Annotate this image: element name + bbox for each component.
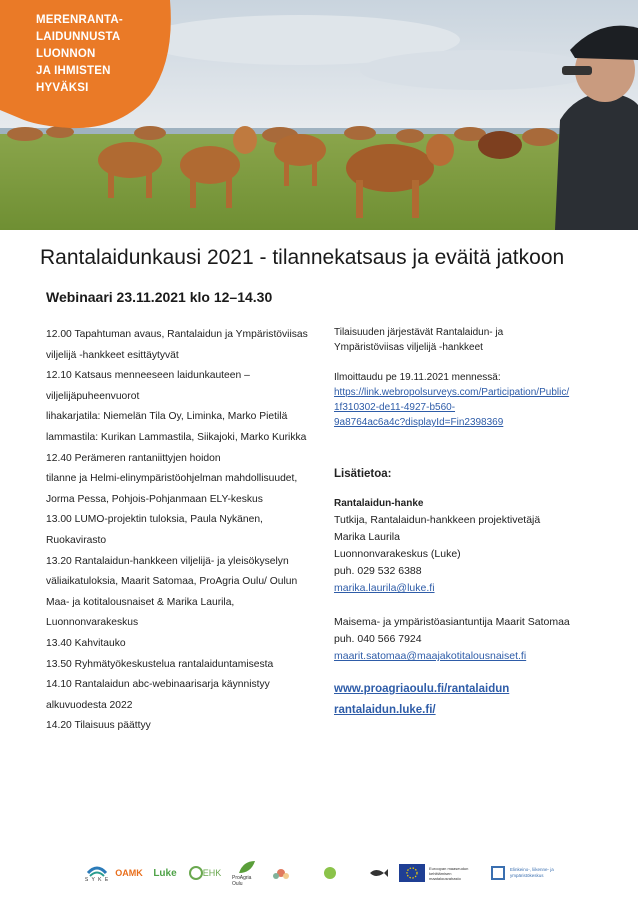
register-link[interactable]: https://link.webropolsurveys.com/Participation/Public/ — [334, 387, 570, 398]
badge-line: LAIDUNNUSTA LUONNON — [36, 31, 120, 60]
info-column — [334, 325, 604, 721]
kotitalousnaiset-logo — [266, 856, 296, 890]
hero-image — [0, 0, 638, 230]
agenda-line: 12.10 Katsaus menneeseen laidunkauteen – — [46, 370, 250, 382]
agenda-line: viljelijäpuheenvuorot — [46, 390, 140, 402]
webinar-date: Webinaari 23.11.2021 klo 12–14.30 — [46, 289, 273, 305]
ehk-logo — [182, 856, 228, 890]
agenda-line: 13.20 Rantalaidun-hankkeen viljelijä- ja yleisökyselyn — [46, 555, 289, 567]
page-title: Rantalaidunkausi 2021 - tilannekatsaus ja eväitä jatkoon — [40, 246, 565, 269]
register-text: Ilmoittaudu pe 19.11.2021 mennessä: — [334, 372, 501, 383]
contact-line: puh. 040 566 7924 — [334, 633, 422, 645]
leaf-icon — [237, 859, 257, 875]
agenda-line: Luonnonvarakeskus — [46, 617, 139, 629]
agenda-line: Maa- ja kotitalousnaiset & Marika Laurila, — [46, 596, 235, 608]
proagria-text: ProAgria Oulu — [232, 875, 252, 887]
flower-icon — [270, 864, 292, 882]
contact-line: Maisema- ja ympäristöasiantuntija Maarit Satomaa — [334, 616, 570, 628]
agenda-line: 13.00 LUMO-projektin tuloksia, Paula Nykänen, — [46, 514, 263, 526]
agenda-line: väliaikatuloksia, Maarit Satomaa, ProAgria Oulu/ Oulun — [46, 576, 298, 588]
agenda-line: lihakarjatila: Niemelän Tila Oy, Liminka, Marko Pietilä — [46, 411, 288, 423]
agenda — [46, 325, 316, 737]
agenda-line: alkuvuodesta 2022 — [46, 699, 133, 711]
fish-icon — [368, 865, 388, 881]
agenda-line: 13.40 Kahvitauko — [46, 637, 126, 649]
eu-logo — [398, 856, 478, 890]
contact-line: Luonnonvarakeskus (Luke) — [334, 548, 461, 560]
register-link[interactable]: 1f310302-de11-4927-b560- — [334, 402, 456, 413]
syke-text: S Y K E — [84, 877, 110, 883]
green-partner-icon — [320, 865, 340, 881]
agenda-line: Ruokavirasto — [46, 534, 107, 546]
eu-flag-icon — [399, 864, 425, 882]
contact-line: Tutkija, Rantalaidun-hankkeen projektivetäjä — [334, 514, 541, 526]
agenda-line: 13.50 Ryhmätyökeskustelua rantalaiduntamisesta — [46, 658, 274, 670]
ely-icon — [490, 865, 506, 881]
ely-logo — [485, 856, 575, 890]
syke-icon — [86, 863, 108, 877]
badge-line: JA IHMISTEN HYVÄKSI — [36, 65, 111, 94]
agenda-line: 12.00 Tapahtuman avaus, Rantalaidun ja Ympäristöviisas — [46, 329, 308, 340]
agenda-line: tilanne ja Helmi-elinympäristöohjelman mahdollisuudet, — [46, 473, 298, 485]
register-link[interactable]: 9a8764ac6a4c?displayId=Fin2398369 — [334, 417, 504, 428]
oamk-text: OAMK — [115, 868, 143, 878]
agenda-line: lammastila: Kurikan Lammastila, Siikajoki, Marko Kurikka — [46, 431, 307, 443]
green-partner-logo — [300, 856, 360, 890]
project-badge — [36, 12, 166, 97]
proagria-logo — [232, 856, 262, 890]
email-link[interactable]: marika.laurila@luke.fi — [334, 582, 435, 594]
badge-line: MERENRANTA- — [36, 14, 123, 26]
organizers-line: Tilaisuuden järjestävät Rantalaidun- ja — [334, 327, 504, 338]
more-info-heading: Lisätietoa: — [334, 468, 392, 480]
luke-logo — [150, 856, 180, 890]
ehk-icon — [189, 866, 203, 880]
contact-line: Marika Laurila — [334, 531, 400, 543]
agenda-line: viljelijä -hankkeet esittäytyvät — [46, 349, 179, 361]
syke-logo — [80, 856, 114, 890]
project-name: Rantalaidun-hanke — [334, 498, 424, 509]
contact-line: puh. 029 532 6388 — [334, 565, 422, 577]
ely-text: Elinkeino-, liikenne- ja ympäristökeskus — [510, 867, 554, 878]
organizers-line: Ympäristöviisas viljelijä -hankkeet — [334, 342, 483, 353]
eu-text: Euroopan maaseudun kehittämisen maatalousrahasto — [429, 865, 469, 881]
oamk-logo — [114, 856, 144, 890]
agenda-line: 12.40 Perämeren rantaniittyjen hoidon — [46, 452, 221, 464]
partner-logos — [70, 856, 590, 890]
helmi-logo — [360, 856, 396, 890]
ehk-text: EHK — [202, 868, 222, 878]
luke-text: Luke — [153, 867, 177, 879]
agenda-line: Jorma Pessa, Pohjois-Pohjanmaan ELY-keskus — [46, 493, 263, 505]
agenda-line: 14.10 Rantalaidun abc-webinaarisarja käynnistyy — [46, 679, 270, 691]
email-link[interactable]: maarit.satomaa@maajakotitalousnaiset.fi — [334, 650, 527, 662]
website-link[interactable]: www.proagriaoulu.fi/rantalaidun — [334, 683, 510, 695]
website-link[interactable]: rantalaidun.luke.fi/ — [334, 704, 436, 716]
agenda-line: 14.20 Tilaisuus päättyy — [46, 720, 151, 732]
